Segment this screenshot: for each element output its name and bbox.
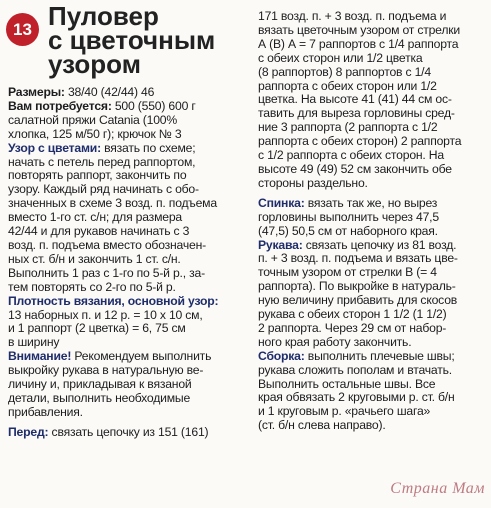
attention-text-line: прибавления. [8,405,83,419]
front-text-line: ние 3 раппорта (2 раппорта с 1/2 [258,121,438,135]
sleeve-text-line: рукава с обеих сторон 1 1/2 (1 1/2) [258,308,447,322]
materials-line: хлопка, 125 м/50 г); крючок № 3 [8,127,182,141]
front-text-line: вязать цветочным узором от стрелки [258,23,461,37]
pattern-number-badge: 13 [6,13,39,46]
sleeve-text-line: п. + 3 возд. п. подъема и вязать цве- [258,252,458,266]
assembly-text-line: края обвязать 2 круговыми р. ст. б/н [258,391,455,405]
assembly-text-line: рукава сложить пополам и втачать. [258,363,452,377]
pattern-text-line: тем повторять со 2-го по 5-й р. [8,280,176,294]
front-text-line: А (В) А = 7 раппортов с 1/4 раппорта [258,37,459,51]
assembly-text-line: (ст. б/н слева направо). [258,419,386,433]
front-text-line: раппорта с обеих сторон или 1/2 [258,79,437,93]
attention-text-line: детали, выполнить необходимые [8,391,191,405]
site-watermark: Страна Мам [390,480,485,497]
back-heading-line: Спинка: вязать так же, но вырез [258,196,438,210]
pattern-title [48,1,216,79]
pattern-text-line: узору. Каждый ряд начинать с обо- [8,183,199,197]
assembly-heading-line: Сборка: выполнить плечевые швы; [258,349,455,363]
front-text-line: 171 возд. п. + 3 возд. п. подъема и [258,10,447,23]
sleeve-text-line: раппорта). По выкройке в натураль- [258,280,456,294]
front-text-line: с обеих сторон или 1/2 цветка [258,51,423,65]
materials-line: салатной пряжи Catania (100% [8,113,177,127]
left-column [8,86,242,440]
pattern-text-line: начать с петель перед раппортом, [8,155,196,169]
title-line-3: узором [48,49,141,79]
assembly-text-line: и 1 круговым р. «рачьего шага» [258,405,431,419]
assembly-text-line: Выполнить остальные швы. Все [258,377,436,391]
front-text-line: с 1/2 раппорта с обеих сторон. На [258,149,444,163]
pattern-text-line: вместо 1-го ст. с/н; для размера [8,211,182,225]
front-text-line: цветка. На высоте 41 (41) 44 см ос- [258,93,452,107]
density-text-line: 13 наборных п. и 12 р. = 10 х 10 см, [8,308,203,322]
pattern-text-line: Выполнить 1 раз с 1-го по 5-й р., за- [8,266,205,280]
pattern-text-line: возд. п. подъема вместо обозначен- [8,238,206,252]
attention-heading-line: Внимание! Рекомендуем выполнить [8,350,212,364]
sleeve-heading-line: Рукава: связать цепочку из 81 возд. [258,238,457,252]
front-text-line: стороны раздельно. [258,176,368,190]
sleeve-text-line: ного края работу закончить. [258,335,412,349]
density-heading: Плотность вязания, основной узор: [8,294,219,308]
pattern-text-line: значенных в схеме 3 возд. п. подъема [8,197,217,211]
attention-text-line: личину и, прикладывая к вязаной [8,378,192,392]
pattern-heading-line: Узор с цветами: вязать по схеме; [8,141,196,155]
right-column [258,10,486,433]
front-text-line: (8 раппортов) 8 раппортов с 1/4 [258,65,431,79]
attention-text-line: выкройку рукава в натуральную ве- [8,364,204,378]
front-heading-line: Перед: связать цепочку из 151 (161) [8,425,209,439]
back-text-line: (47,5) 50,5 см от наборного края. [258,224,438,238]
title-line-1: Пуловер [48,1,159,31]
sizes-line: Размеры: 38/40 (42/44) 46 [8,86,155,99]
sleeve-text-line: ную величину прибавить для скосов [258,294,458,308]
front-text-line: раппорта с обеих сторон) 2 раппорта [258,135,462,149]
pattern-text-line: ных ст. б/н и закончить 1 ст. с/н. [8,252,181,266]
title-block [4,1,244,84]
sleeve-text-line: 2 раппорта. Через 29 см от набор- [258,321,447,335]
pattern-text-line: повторять раппорт, закончить по [8,169,187,183]
front-text-line: тавить для выреза горловины сред- [258,107,455,121]
sleeve-text-line: точным узором от стрелки В (= 4 [258,266,437,280]
density-text-line: и 1 раппорт (2 цветка) = 6, 75 см [8,322,186,336]
materials-line: Вам потребуется: 500 (550) 600 г [8,99,196,113]
front-text-line: высоте 49 (49) 52 см закончить обе [258,162,452,176]
pattern-text-line: 42/44 и для рукавов начинать с 3 [8,225,190,239]
title-line-2: с цветочным [48,25,216,55]
back-text-line: горловины выполнить через 47,5 [258,210,439,224]
density-text-line: в ширину [8,336,60,350]
